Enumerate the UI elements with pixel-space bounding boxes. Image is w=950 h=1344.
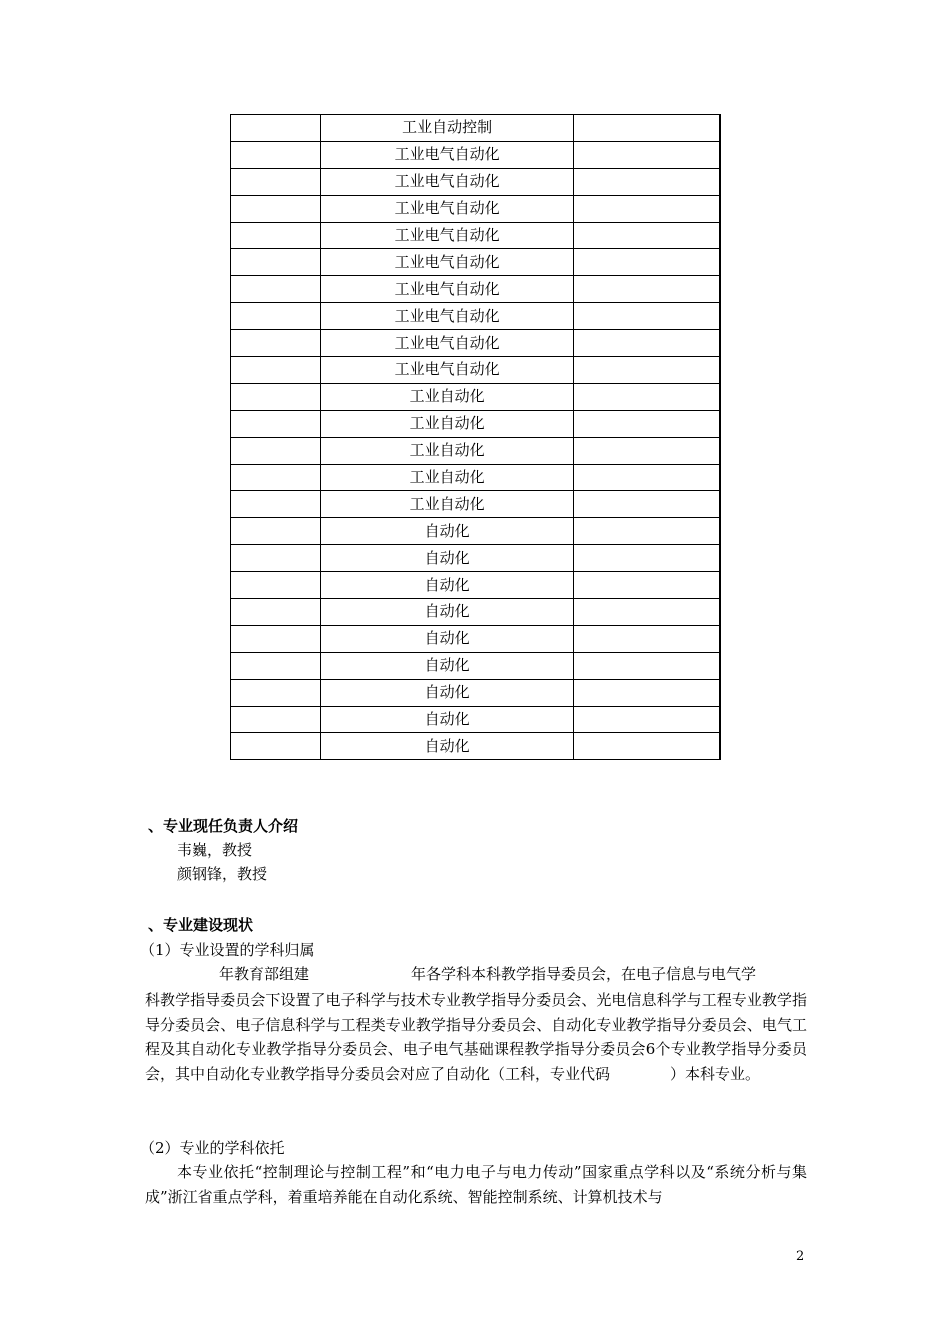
table-cell-blank-left xyxy=(231,679,321,706)
table-cell-blank-right xyxy=(573,545,720,572)
table-cell-blank-right xyxy=(573,115,720,142)
table-cell-major-name: 工业电气自动化 xyxy=(321,141,573,168)
table-cell-blank-right xyxy=(573,518,720,545)
table-cell-blank-left xyxy=(231,652,321,679)
table-cell-major-name: 工业电气自动化 xyxy=(321,330,573,357)
subsection-2-title: （2）专业的学科依托 xyxy=(140,1139,285,1157)
table-cell-blank-right xyxy=(573,491,720,518)
table-cell-major-name: 工业电气自动化 xyxy=(321,249,573,276)
table-cell-blank-left xyxy=(231,276,321,303)
status-heading: 、专业建设现状 xyxy=(148,916,254,934)
table-cell-blank-right xyxy=(573,464,720,491)
para-1-main-text: 科教学指导委员会下设置了电子科学与技术专业教学指导分委员会、光电信息科学与工程专业教学指导分委员会、电子信息科学与工程类专业教学指导分委员会、自动化专业教学指导分委员会、电气工程及其自动化专业教学指导分委员会、电子电气基础课程教学指导分委员会6个专业教学指导分委员会，其中自动化专业教学指导分委员会对应了自动化（工科，专业代码 xyxy=(145,991,807,1083)
table-cell-major-name: 工业自动化 xyxy=(321,410,573,437)
table-cell-major-name: 自动化 xyxy=(321,652,573,679)
table-cell-major-name: 工业自动化 xyxy=(321,383,573,410)
table-cell-blank-left xyxy=(231,464,321,491)
table-cell-major-name: 自动化 xyxy=(321,572,573,599)
table-row xyxy=(231,464,721,491)
leader-person-2: 颜钢锋，教授 xyxy=(177,865,268,883)
para-1-body xyxy=(145,988,807,1086)
table-row xyxy=(231,330,721,357)
table-cell-major-name: 工业电气自动化 xyxy=(321,195,573,222)
table-row xyxy=(231,679,721,706)
table-cell-blank-left xyxy=(231,625,321,652)
table-cell-blank-right xyxy=(573,679,720,706)
table-cell-major-name: 工业自动化 xyxy=(321,437,573,464)
table-row xyxy=(231,303,721,330)
table-row xyxy=(231,437,721,464)
table-cell-blank-left xyxy=(231,222,321,249)
table-cell-blank-right xyxy=(573,572,720,599)
page-number: 2 xyxy=(796,1249,805,1264)
table-cell-major-name: 自动化 xyxy=(321,599,573,626)
table-row xyxy=(231,518,721,545)
table-row xyxy=(231,383,721,410)
table-cell-blank-right xyxy=(573,599,720,626)
table-cell-blank-right xyxy=(573,383,720,410)
table-cell-major-name: 自动化 xyxy=(321,518,573,545)
para-1-tail-text: ）本科专业。 xyxy=(670,1064,761,1083)
table-cell-blank-right xyxy=(573,357,720,384)
table-cell-blank-right xyxy=(573,141,720,168)
table-cell-major-name: 工业自动控制 xyxy=(321,115,573,142)
table-row xyxy=(231,599,721,626)
table-cell-blank-left xyxy=(231,303,321,330)
table-cell-blank-right xyxy=(573,652,720,679)
major-history-table xyxy=(230,114,721,760)
table-cell-blank-left xyxy=(231,491,321,518)
table-cell-blank-left xyxy=(231,733,321,760)
table-row xyxy=(231,625,721,652)
table-row xyxy=(231,168,721,195)
table-cell-blank-right xyxy=(573,303,720,330)
table-cell-blank-right xyxy=(573,195,720,222)
table-row xyxy=(231,572,721,599)
table-cell-blank-left xyxy=(231,572,321,599)
table-body xyxy=(231,115,721,760)
table-cell-blank-left xyxy=(231,518,321,545)
table-row xyxy=(231,545,721,572)
table-cell-blank-left xyxy=(231,437,321,464)
table-row xyxy=(231,410,721,437)
table-cell-major-name: 自动化 xyxy=(321,545,573,572)
table-cell-blank-left xyxy=(231,410,321,437)
table-cell-blank-right xyxy=(573,706,720,733)
table-cell-blank-left xyxy=(231,249,321,276)
table-row xyxy=(231,733,721,760)
table-cell-blank-left xyxy=(231,168,321,195)
table-cell-major-name: 自动化 xyxy=(321,679,573,706)
table-cell-blank-right xyxy=(573,733,720,760)
para-1-fragment-1: 年教育部组建 xyxy=(219,965,310,983)
table-cell-blank-left xyxy=(231,141,321,168)
leader-heading: 、专业现任负责人介绍 xyxy=(148,817,299,835)
table-cell-blank-left xyxy=(231,115,321,142)
table-cell-blank-right xyxy=(573,168,720,195)
para-1-fragment-2: 年各学科本科教学指导委员会，在电子信息与电气学 xyxy=(411,965,757,983)
para-2-body: 本专业依托“控制理论与控制工程”和“电力电子与电力传动”国家重点学科以及“系统分析与集成”浙江省重点学科，着重培养能在自动化系统、智能控制系统、计算机技术与 xyxy=(145,1163,807,1206)
table-cell-blank-left xyxy=(231,599,321,626)
table-cell-blank-left xyxy=(231,383,321,410)
table-cell-blank-left xyxy=(231,706,321,733)
table-cell-major-name: 工业电气自动化 xyxy=(321,276,573,303)
leader-person-1: 韦巍，教授 xyxy=(177,841,253,859)
table-cell-major-name: 工业电气自动化 xyxy=(321,222,573,249)
table-cell-major-name: 工业电气自动化 xyxy=(321,357,573,384)
table-row xyxy=(231,195,721,222)
table-cell-blank-right xyxy=(573,249,720,276)
table-cell-blank-left xyxy=(231,545,321,572)
table-row xyxy=(231,276,721,303)
table-cell-major-name: 自动化 xyxy=(321,733,573,760)
table-cell-blank-right xyxy=(573,222,720,249)
table-cell-major-name: 工业自动化 xyxy=(321,464,573,491)
table-row xyxy=(231,706,721,733)
table-cell-blank-left xyxy=(231,195,321,222)
table-cell-blank-right xyxy=(573,410,720,437)
table-row xyxy=(231,115,721,142)
table-cell-blank-left xyxy=(231,330,321,357)
table-cell-major-name: 自动化 xyxy=(321,625,573,652)
subsection-1-title: （1）专业设置的学科归属 xyxy=(140,941,315,959)
table-cell-major-name: 自动化 xyxy=(321,706,573,733)
table-row xyxy=(231,652,721,679)
table-row xyxy=(231,491,721,518)
table-row xyxy=(231,357,721,384)
table-row xyxy=(231,141,721,168)
table-cell-major-name: 工业电气自动化 xyxy=(321,168,573,195)
table-cell-major-name: 工业电气自动化 xyxy=(321,303,573,330)
table-cell-blank-right xyxy=(573,437,720,464)
table-cell-blank-left xyxy=(231,357,321,384)
table-cell-blank-right xyxy=(573,330,720,357)
table-row xyxy=(231,249,721,276)
table-cell-blank-right xyxy=(573,625,720,652)
table-cell-blank-right xyxy=(573,276,720,303)
table-cell-major-name: 工业自动化 xyxy=(321,491,573,518)
table-row xyxy=(231,222,721,249)
